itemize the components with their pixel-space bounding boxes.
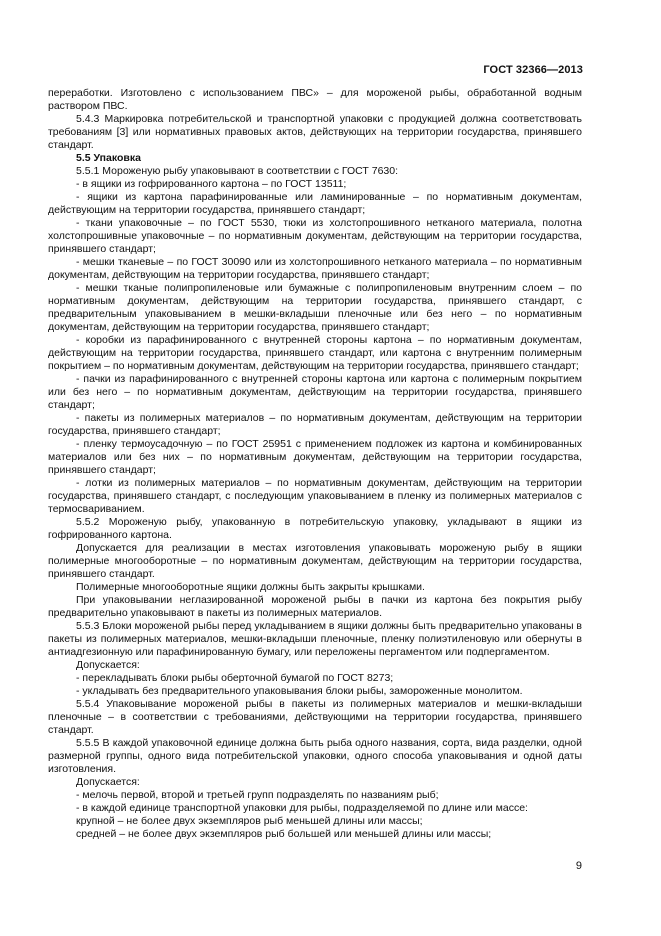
paragraph: средней – не более двух экземпляров рыб большей или меньшей длины или массы; [76,828,492,840]
paragraph: - ящики из картона парафинированные или ламинированные – по нормативным документам, действующим на территории государства, принявшего стандарт; [48,191,582,216]
paragraph: 5.5.5 В каждой упаковочной единице должна быть рыба одного названия, сорта, вида разделки, одной размерной группы, одного вида потребительской упаковки, одного способа упаковывания и одной даты изготовления. [48,737,582,775]
paragraph: переработки. Изготовлено с использованием ПВС» – для мороженой рыбы, обработанной водным раствором ПВС. [48,87,582,112]
paragraph: 5.5.2 Мороженую рыбу, упакованную в потребительскую упаковку, укладывают в ящики из гофрированного картона. [48,516,582,541]
paragraph: - мешки тканевые – по ГОСТ 30090 или из холстопрошивного нетканого материала – по нормативным документам, действующим на территории государства, принявшего стандарт; [48,256,582,281]
paragraph: 5.5.3 Блоки мороженой рыбы перед укладыванием в ящики должны быть предварительно упакованы в пакеты из полимерных материалов, мешки-вкладыши пленочные, пленку полиэтиленовую или обернуты в антиадгезионную или парафинированную бумагу, или переложены пергаментом или подпергаментом. [48,620,582,658]
paragraph: - ткани упаковочные – по ГОСТ 5530, тюки из холстопрошивного нетканого материала, полотна холстопрошивные упаковочные – по нормативным документам, действующим на территории государства, принявшего стандарт; [48,217,582,255]
page-number: 9 [575,860,582,872]
paragraph: Полимерные многооборотные ящики должны быть закрыты крышками. [76,581,425,593]
paragraph: 5.4.3 Маркировка потребительской и транспортной упаковки с продукцией должна соответствовать требованиям [3] или нормативных правовых актов, действующих на территории государства, принявшего стандарт. [48,113,582,151]
paragraph: - пакеты из полимерных материалов – по нормативным документам, действующим на территории государства, принявшего стандарт; [48,412,582,437]
paragraph: - коробки из парафинированного с внутренней стороны картона – по нормативным документам, действующим на территории государства, принявшего стандарт, или картона с внутренним полимерным покрытием – по нормативным документам, действующим на территории государства, принявшего стандарт; [48,334,582,372]
paragraph: Допускается: [76,776,140,788]
document-body [48,87,582,841]
paragraph: Допускается для реализации в местах изготовления упаковывать мороженую рыбу в ящики полимерные многооборотные – по нормативным документам, действующим на территории государства, принявшего стандарт. [48,542,582,580]
paragraph: - лотки из полимерных материалов – по нормативным документам, действующим на территории государства, принявшего стандарт, с последующим упаковыванием в пленку из полимерных материалов с термосвариванием. [48,477,582,515]
section-heading: 5.5 Упаковка [76,152,141,164]
paragraph: - в каждой единице транспортной упаковки для рыбы, подразделяемой по длине или массе: [76,802,528,814]
paragraph: - в ящики из гофрированного картона – по ГОСТ 13511; [76,178,347,190]
paragraph: - мешки тканые полипропиленовые или бумажные с полипропиленовым внутренним слоем – по нормативным документам, действующим на территории государства, принявшего стандарт, с предварительным упаковыванием в мешки-вкладыши пленочные или без него – по нормативным документам, действующим на территории государства, принявшего стандарт; [48,282,582,333]
document-header: ГОСТ 32366—2013 [483,64,583,76]
paragraph: крупной – не более двух экземпляров рыб меньшей длины или массы; [76,815,423,827]
paragraph: - перекладывать блоки рыбы оберточной бумагой по ГОСТ 8273; [76,672,394,684]
paragraph: 5.5.1 Мороженую рыбу упаковывают в соответствии с ГОСТ 7630: [76,165,399,177]
paragraph: - пленку термоусадочную – по ГОСТ 25951 с применением подложек из картона и комбинированных материалов или без них – по нормативным документам, действующим на территории государства, принявшего стандарт; [48,438,582,476]
paragraph: 5.5.4 Упаковывание мороженой рыбы в пакеты из полимерных материалов и мешки-вкладыши пленочные – в соответствии с требованиями, действующими на территории государства, принявшего стандарт. [48,698,582,736]
paragraph: - укладывать без предварительного упаковывания блоки рыбы, замороженные монолитом. [76,685,523,697]
paragraph: - пачки из парафинированного с внутренней стороны картона или картона с полимерным покрытием или без него – по нормативным документам, действующим на территории государства, принявшего стандарт; [48,373,582,411]
paragraph: При упаковывании неглазированной мороженой рыбы в пачки из картона без покрытия рыбу предварительно упаковывают в пакеты из полимерных материалов. [48,594,582,619]
paragraph: - мелочь первой, второй и третьей групп подразделять по названиям рыб; [76,789,439,801]
paragraph: Допускается: [76,659,140,671]
